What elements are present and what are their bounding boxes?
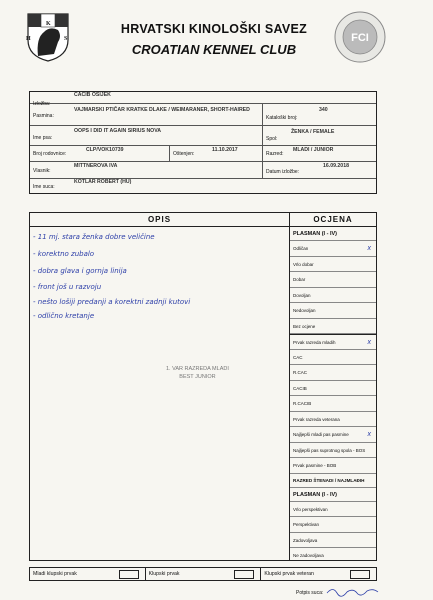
- ostenjen-value: 11.10.2017: [212, 147, 238, 153]
- stenad-row[interactable]: Zadovoljava: [290, 533, 376, 549]
- ocjena-panel: [290, 212, 377, 561]
- ocjena-row-mark: x: [367, 431, 371, 438]
- ocjena-row[interactable]: [290, 303, 376, 319]
- ocjena-row-label: CACIB: [293, 385, 307, 391]
- opis-line-2: - korektno zubalo: [33, 250, 95, 258]
- svg-text:S: S: [64, 36, 68, 42]
- stenad-row[interactable]: Vrlo perspektivan: [290, 502, 376, 518]
- ime-label: Ime psa:: [33, 135, 53, 141]
- datum-value: 16.09.2018: [323, 163, 349, 169]
- katalog-value: 340: [319, 107, 328, 113]
- stenad-heading: RAZRED ŠTENADI / NAJMLAĐIH: [290, 474, 376, 488]
- ocjena-heading: OCJENA: [290, 213, 376, 227]
- ocjena-row[interactable]: [290, 319, 376, 335]
- suc-value: KOTLAR ROBERT (HU): [74, 179, 132, 185]
- mladi-klupski-prvak-checkbox[interactable]: [119, 570, 139, 579]
- razred-label: Razred:: [266, 151, 284, 157]
- datum-label: Datum izložbe:: [266, 169, 300, 175]
- opis-line-4: - front još u razvoju: [33, 283, 102, 291]
- ocjena-row-label: Odličan: [293, 246, 309, 251]
- row-ime-psa: [30, 126, 376, 146]
- ocjena-row-label: Prvak razreda veterana: [293, 416, 340, 422]
- ocjena-row-label: Dovoljan: [293, 292, 311, 298]
- ocjena-row[interactable]: [290, 458, 376, 474]
- spol-value: ŽENKA / FEMALE: [291, 129, 335, 135]
- row-broj: [30, 146, 376, 162]
- broj-value: CLP/VOK10739: [86, 147, 124, 153]
- ocjena-row-mark: x: [367, 245, 371, 252]
- klupski-prvak-checkbox[interactable]: [234, 570, 254, 579]
- svg-text:FCI: FCI: [351, 32, 369, 44]
- judge-signature: [325, 585, 380, 597]
- izlozba-label: Izložba:: [33, 101, 51, 107]
- ocjena-row-label: CAC: [293, 354, 303, 360]
- katalog-label: Kataloški broj:: [266, 115, 298, 121]
- mladi-klupski-prvak-label: Mladi klupski prvak: [33, 571, 77, 577]
- ocjena-row[interactable]: [290, 334, 376, 350]
- vlasnik-value: MITTNEROVA IVA: [74, 163, 118, 169]
- svg-text:K: K: [46, 21, 51, 27]
- razred-value: MLADI / JUNIOR: [293, 147, 334, 153]
- ocjena-row-label: Najljepši pas suprotnog spola - BOS: [293, 447, 366, 453]
- opis-line-1: - 11 mj. stara ženka dobre veličine: [33, 233, 155, 241]
- ocjena-row[interactable]: [290, 396, 376, 412]
- hks-logo: [24, 8, 72, 62]
- ocjena-row[interactable]: [290, 288, 376, 304]
- ocjena-row[interactable]: [290, 257, 376, 273]
- klupski-prvak: [146, 568, 262, 580]
- ocjena-row-label: Najljepši mladi pas pasmine: [293, 432, 349, 437]
- ocjena-row[interactable]: [290, 350, 376, 366]
- page-subtitle: CROATIAN KENNEL CLUB: [131, 42, 297, 57]
- klupski-prvak-veteran-checkbox[interactable]: [350, 570, 370, 579]
- ocjena-row[interactable]: [290, 272, 376, 288]
- ocjena-row[interactable]: [290, 427, 376, 443]
- stenad-row[interactable]: Ne zadovoljava: [293, 553, 324, 558]
- row-vlasnik: [30, 162, 376, 179]
- pasmina-value: VAJMARSKI PTIČAR KRATKE DLAKE / WEIMARANER, SHORT-HAIRED: [74, 107, 250, 113]
- ostenjen-label: Oštenjen:: [173, 151, 195, 157]
- ocjena-row[interactable]: [290, 412, 376, 428]
- pasmina-label: Pasmina:: [33, 113, 54, 119]
- ocjena-row-label: R.CAC: [293, 370, 308, 375]
- signature-label: Potpis suca:: [296, 590, 324, 596]
- opis-line-5: - nešto lošiji predanji a korektni zadnji kutovi: [33, 298, 191, 306]
- vlasnik-label: Vlasnik:: [33, 168, 51, 174]
- ocjena-row-label: Vrlo dobar: [293, 261, 314, 267]
- ocjena-row[interactable]: [290, 381, 376, 397]
- row-izlozba: [30, 92, 376, 107]
- page-title: HRVATSKI KINOLOŠKI SAVEZ: [120, 22, 308, 36]
- ocjena-row-mark: x: [367, 339, 371, 346]
- ocjena-row[interactable]: [290, 365, 376, 381]
- row-pasmina: [30, 104, 376, 126]
- opis-heading: OPIS: [30, 213, 289, 227]
- klupski-prvak-veteran: [261, 568, 376, 580]
- suc-label: Ime suca:: [33, 184, 55, 190]
- stamp-line-1: 1. VAR RAZREDA MLADI: [166, 366, 229, 372]
- dog-info-table: [29, 91, 377, 194]
- spol-label: Spol:: [266, 136, 278, 142]
- fci-logo: [333, 10, 387, 64]
- ocjena-row-label: Dobar: [293, 277, 306, 282]
- plasman-heading: PLASMAN (I - IV): [290, 227, 376, 241]
- mladi-klupski-prvak: [30, 568, 146, 580]
- plasman2-heading: PLASMAN (I - IV): [290, 488, 376, 502]
- opis-panel: [29, 212, 290, 561]
- stenad-row[interactable]: Perspektivan: [290, 517, 376, 533]
- opis-line-3: - dobra glava i gornja linija: [33, 267, 127, 275]
- stamp-line-2: BEST JUNIOR: [179, 374, 216, 380]
- ime-value: OOPS I DID IT AGAIN SIRIUS NOVA: [74, 128, 162, 134]
- ocjena-row-label: R.CACIB: [293, 401, 312, 406]
- ocjena-row[interactable]: [290, 443, 376, 459]
- ocjena-row-label: Prvak pasmine - BOB: [293, 463, 337, 468]
- ocjena-row[interactable]: [290, 241, 376, 257]
- klupski-prvak-veteran-label: Klupski prvak veteran: [264, 571, 314, 577]
- row-suc: [30, 179, 376, 193]
- klupski-prvak-label: Klupski prvak: [148, 571, 180, 577]
- svg-text:H: H: [26, 36, 31, 42]
- ocjena-row-label: Prvak razreda mladih: [293, 340, 336, 345]
- award-stamp: [166, 366, 229, 380]
- izlozba-value: CACIB OSIJEK: [74, 92, 111, 98]
- ocjena-row-label: Bez ocjene: [293, 323, 316, 329]
- opis-line-6: - odlično kretanje: [33, 312, 95, 320]
- ocjena-row-label: Nedovoljan: [293, 308, 316, 313]
- club-champion-bar: [29, 567, 377, 581]
- broj-label: Broj rodovnice:: [33, 151, 67, 157]
